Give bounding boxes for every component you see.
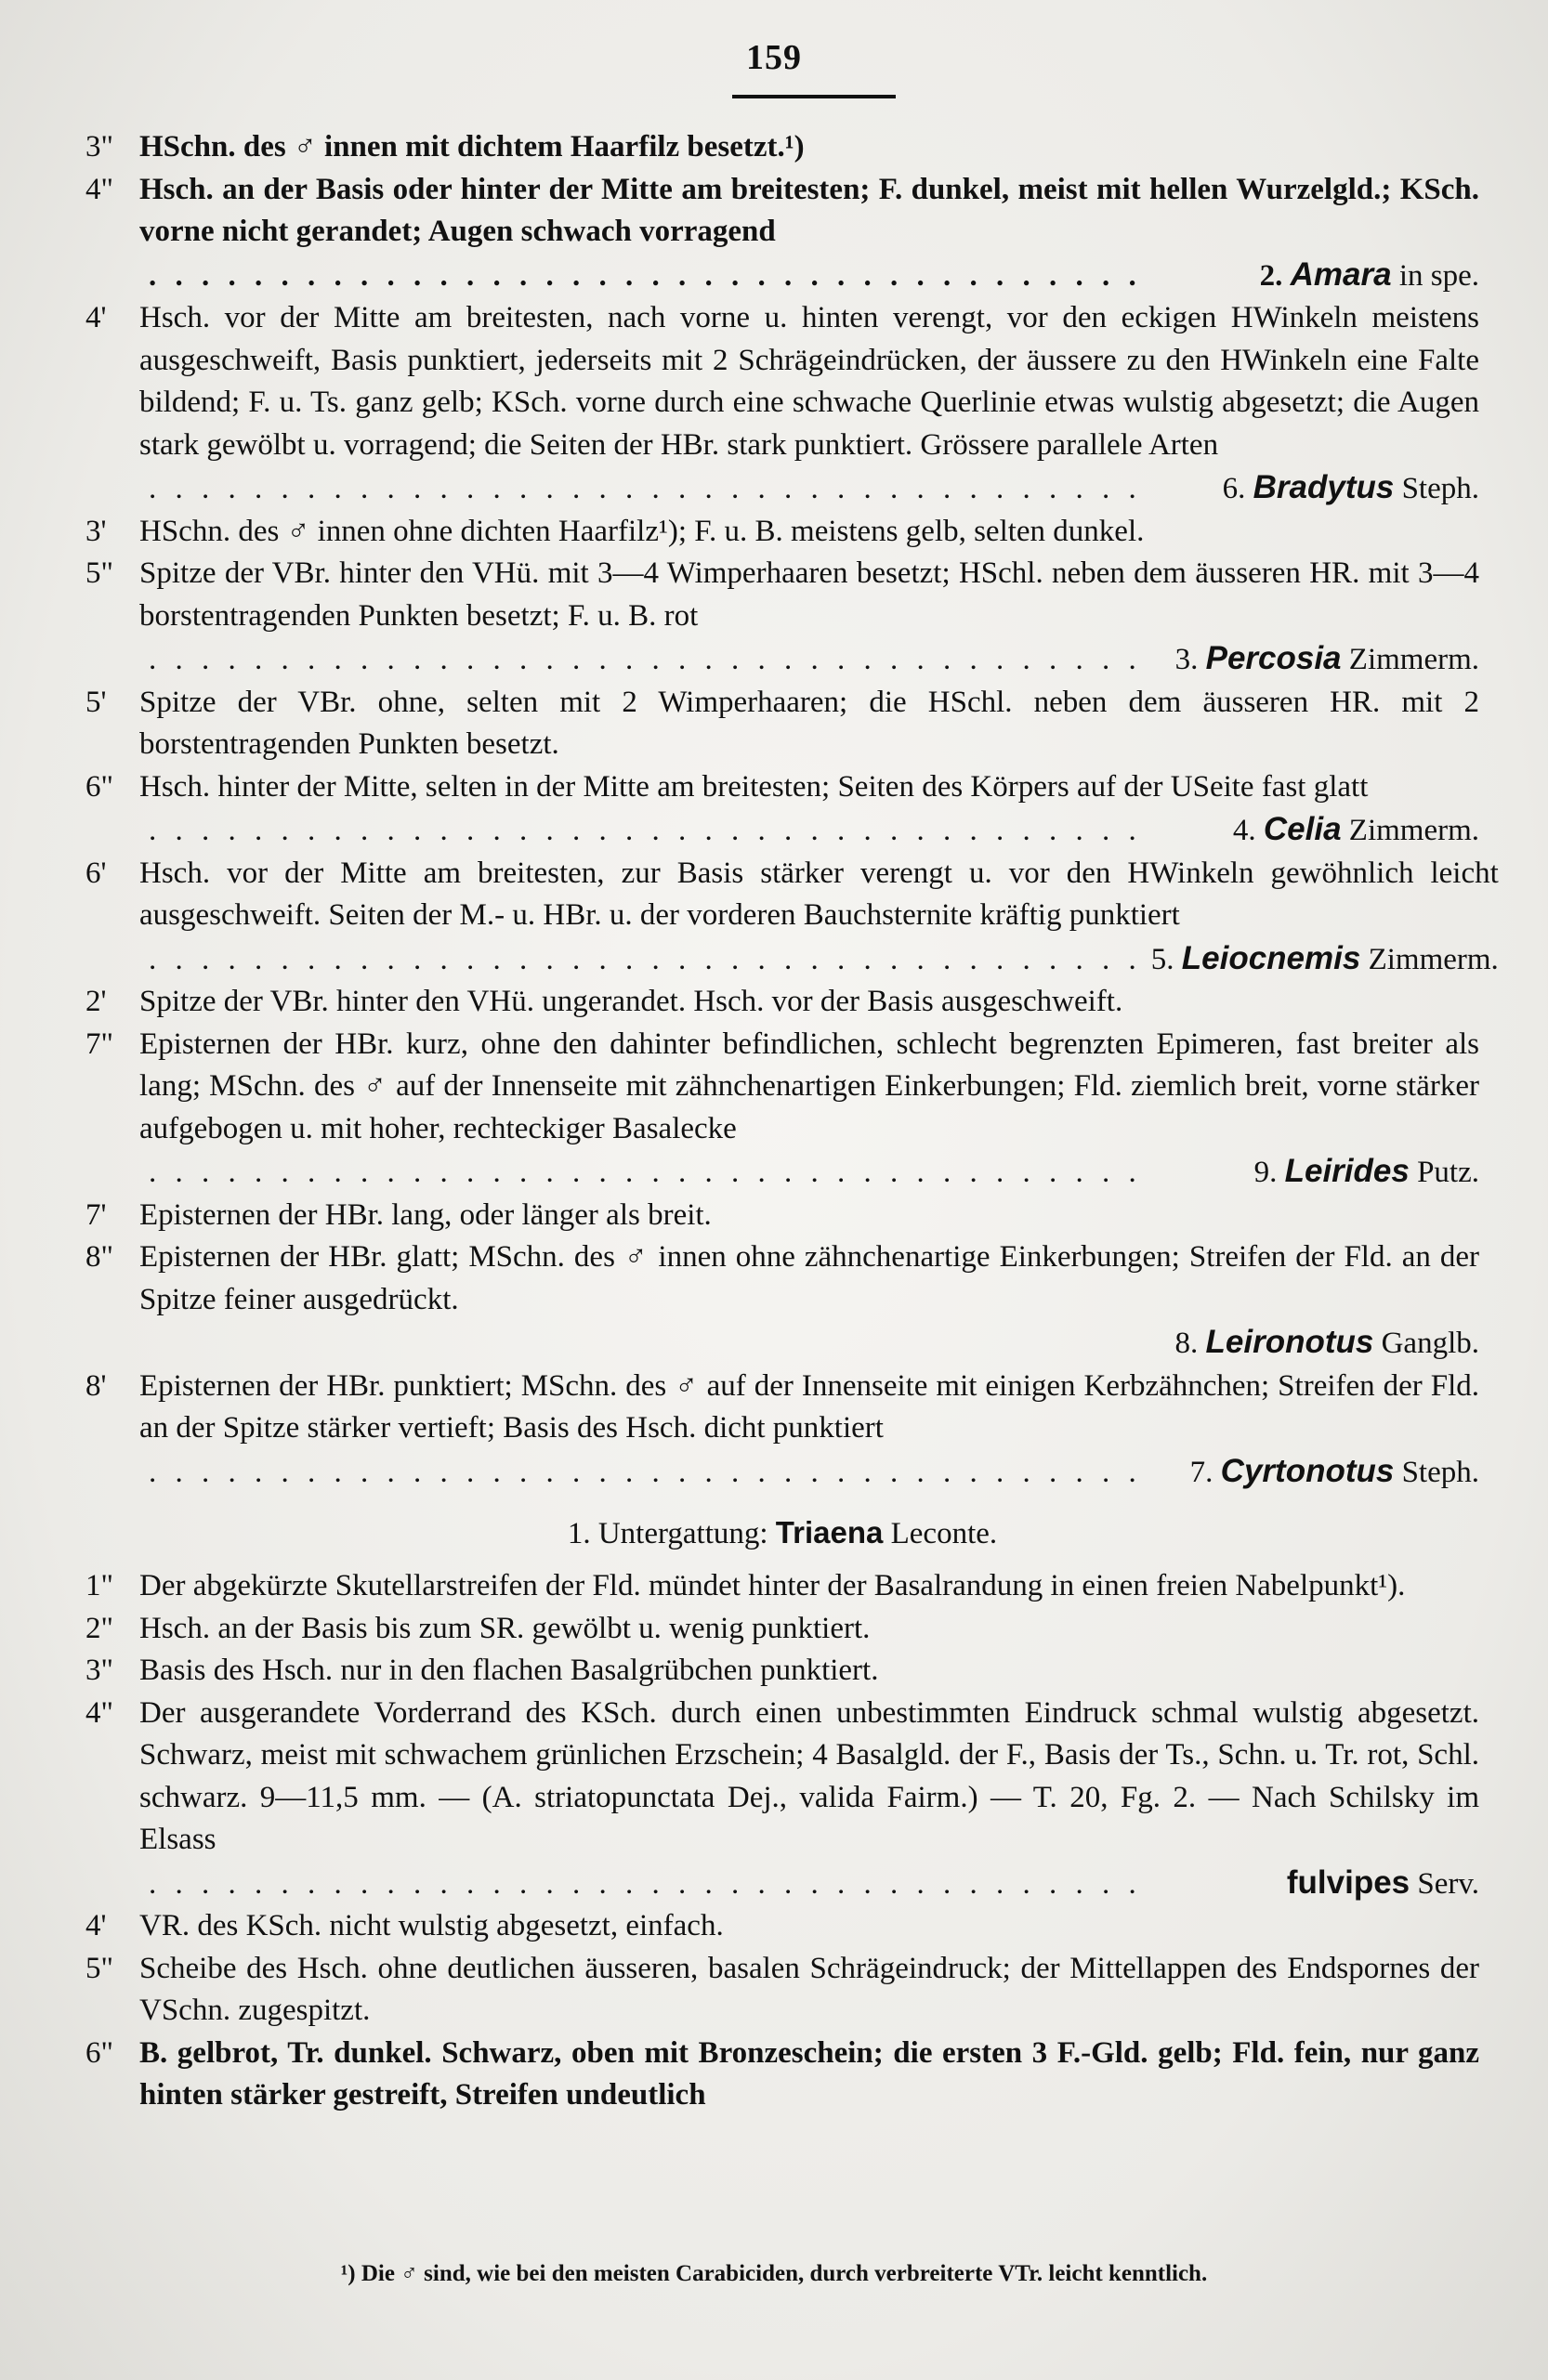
genus-name: Leiocnemis xyxy=(1181,939,1361,976)
couplet-number: 5" xyxy=(85,556,113,590)
couplet-body xyxy=(139,297,1479,511)
key-entry xyxy=(85,853,1499,982)
key-entry xyxy=(85,1650,1479,1693)
couplet-result-line xyxy=(139,637,1479,682)
key-entry xyxy=(85,1366,1479,1495)
couplet-result-line xyxy=(139,1150,1479,1195)
leader-dots: . . . . . . . . . . . . . . . . . . . . . . . . . . . . . . . . . . . . . . xyxy=(149,643,1142,676)
leader-dots: . . . . . . . . . . . . . . . . . . . . . . . . . . . . . . . . . . . . . . xyxy=(149,1866,1142,1901)
genus-name: Amara xyxy=(1290,255,1392,293)
couplet-number: 6' xyxy=(85,856,107,890)
couplet-number: 3" xyxy=(85,130,113,163)
key-entry xyxy=(85,1195,1479,1237)
key-entry xyxy=(85,1236,1479,1366)
couplet-result-line xyxy=(139,466,1479,511)
result-number: 6. xyxy=(1222,472,1246,505)
genus-name: Bradytus xyxy=(1253,469,1395,505)
couplet-result-line xyxy=(139,1321,1479,1366)
result-number: 5. xyxy=(1150,942,1174,976)
key-entry xyxy=(85,981,1479,1024)
couplet-text: HSchn. des ♂ innen mit dichtem Haarfilz besetzt.¹) xyxy=(139,130,805,163)
couplet-result-line xyxy=(139,254,1479,298)
footnote: ¹) Die ♂ sind, wie bei den meisten Carabiciden, durch verbreiterte VTr. leicht kenntlich. xyxy=(340,2261,1208,2286)
couplet-body xyxy=(139,1565,1479,1608)
couplet-body xyxy=(139,1236,1479,1366)
couplet-number: 2' xyxy=(85,985,107,1018)
genus-name: Leironotus xyxy=(1205,1324,1374,1360)
leader-dots: . . . . . . . . . . . . . . . . . . . . . . . . . . . . . . . . . . . . . . xyxy=(149,1455,1142,1489)
couplet-number: 5" xyxy=(85,1951,113,1985)
couplet-number: 4" xyxy=(85,172,113,206)
key-entry xyxy=(85,1608,1479,1651)
couplet-body xyxy=(139,981,1479,1024)
author-name: Steph. xyxy=(1401,1455,1479,1489)
key-content xyxy=(85,126,1499,2117)
leader-dots: . . . . . . . . . . . . . . . . . . . . . . . . . . . . . . . . . . . . . . xyxy=(149,814,1142,847)
key-entry xyxy=(85,1565,1479,1608)
couplet-result xyxy=(1254,1150,1479,1195)
page-number: 159 xyxy=(746,38,802,77)
leader-dots: . . . . . . . . . . . . . . . . . . . . . . . . . . . . . . . . . . . . . . xyxy=(149,1156,1142,1189)
couplet-text: Scheibe des Hsch. ohne deutlichen äusseren, basalen Schrägeindruck; der Mittellappen des Endspornes der VSchn. zugespitzt. xyxy=(139,1951,1479,2027)
author-name: Zimmerm. xyxy=(1368,942,1499,976)
couplet-number: 4' xyxy=(85,301,107,334)
key-entry xyxy=(85,1024,1479,1195)
couplet-body xyxy=(139,1608,1479,1651)
couplet-result xyxy=(1190,1450,1479,1495)
couplet-text: Hsch. an der Basis bis zum SR. gewölbt u. wenig punktiert. xyxy=(139,1611,871,1645)
couplet-body xyxy=(139,2033,1479,2117)
couplet-body xyxy=(139,1650,1479,1693)
key-entry xyxy=(85,1693,1479,1906)
couplet-text: Basis des Hsch. nur in den flachen Basalgrübchen punktiert. xyxy=(139,1654,879,1687)
result-number: 9. xyxy=(1253,1156,1278,1189)
result-number: 4. xyxy=(1232,814,1256,847)
result-number: 3. xyxy=(1174,643,1199,676)
couplet-body xyxy=(139,126,1479,169)
key-entry xyxy=(85,682,1479,766)
couplet-body xyxy=(139,766,1479,853)
couplet-result xyxy=(1260,254,1479,298)
author-name: Steph. xyxy=(1401,472,1479,505)
key-entry xyxy=(85,1905,1479,1948)
couplet-text: Episternen der HBr. punktiert; MSchn. des ♂ auf der Innenseite mit einigen Kerbzähnchen; Streifen der Fld. an der Spitze stärker vertieft; Basis des Hsch. dicht punktiert xyxy=(139,1368,1479,1445)
key-entry xyxy=(85,126,1479,169)
leader-dots: . . . . . . . . . . . . . . . . . . . . . . . . . . . . . . . . . . . . . . xyxy=(149,942,1142,976)
couplet-number: 8" xyxy=(85,1240,113,1274)
couplet-number: 1" xyxy=(85,1569,113,1602)
key-entry xyxy=(85,1948,1479,2033)
result-number: 7. xyxy=(1189,1455,1213,1489)
couplet-number: 8' xyxy=(85,1368,107,1403)
key-entries-top xyxy=(85,126,1499,1494)
couplet-number: 7" xyxy=(85,1027,113,1061)
page-number-rule xyxy=(732,95,896,98)
genus-name: Celia xyxy=(1263,811,1342,847)
couplet-result xyxy=(1151,937,1499,982)
couplet-body xyxy=(139,169,1479,298)
key-entry xyxy=(85,553,1479,682)
couplet-text: Hsch. vor der Mitte am breitesten, nach vorne u. hinten verengt, vor den eckigen HWinkeln meistens ausgeschweift, Basis punktiert, jederseits mit 2 Schrägeindrücken, der äussere zu den HWinkeln eine Falte bildend; F. u. Ts. ganz gelb; KSch. vorne durch eine schwache Querlinie etwas wulstig abgesetzt; die Augen stark gewölbt u. vorragend; die Seiten der HBr. stark punktiert. Grössere parallele Arten xyxy=(139,301,1479,462)
couplet-body xyxy=(139,1948,1479,2033)
couplet-text: Episternen der HBr. lang, oder länger als breit. xyxy=(139,1197,712,1232)
result-number: 8. xyxy=(1174,1327,1199,1360)
author-name: Putz. xyxy=(1417,1156,1479,1189)
couplet-text: B. gelbrot, Tr. dunkel. Schwarz, oben mit Bronzeschein; die ersten 3 F.-Gld. gelb; Fld. fein, nur ganz hinten stärker gestreift, Streifen undeutlich xyxy=(139,2035,1479,2112)
key-entry xyxy=(85,511,1479,554)
couplet-body xyxy=(139,682,1479,766)
couplet-body xyxy=(139,853,1499,982)
couplet-body xyxy=(139,1905,1479,1948)
couplet-number: 3' xyxy=(85,514,107,548)
leader-dots: . . . . . . . . . . . . . . . . . . . . . . . . . . . . . . . . . . . . . . xyxy=(149,258,1142,293)
author-name: Zimmerm. xyxy=(1348,814,1479,847)
couplet-number: 3" xyxy=(85,1654,113,1687)
couplet-body xyxy=(139,553,1479,682)
couplet-body xyxy=(139,1693,1479,1906)
couplet-text: VR. des KSch. nicht wulstig abgesetzt, einfach. xyxy=(139,1909,724,1942)
key-entry xyxy=(85,297,1479,511)
couplet-body xyxy=(139,1024,1479,1195)
couplet-body xyxy=(139,1195,1479,1237)
couplet-result-line xyxy=(139,1450,1479,1495)
couplet-body xyxy=(139,511,1479,554)
couplet-text: Spitze der VBr. ohne, selten mit 2 Wimperhaaren; die HSchl. neben dem äusseren HR. mit 2 borstentragenden Punkten besetzt. xyxy=(139,685,1479,761)
heading-author: Leconte. xyxy=(890,1517,998,1550)
couplet-text: Der ausgerandete Vorderrand des KSch. durch einen unbestimmten Eindruck schmal wulstig abgesetzt. Schwarz, meist mit schwachem grünlichen Erzschein; 4 Basalgld. der F., Basis der Ts., Schn. u. Tr. rot, Schl. schwarz. 9—11,5 mm. — (A. striatopunctata Dej., valida Fairm.) — T. 20, Fg. 2. — Nach Schilsky im Elsass xyxy=(139,1695,1479,1856)
couplet-result-line xyxy=(139,1862,1479,1906)
couplet-number: 5' xyxy=(85,685,107,719)
subgenus-heading xyxy=(85,1509,1479,1558)
couplet-number: 7' xyxy=(85,1197,107,1232)
genus-name: Leirides xyxy=(1284,1153,1410,1189)
key-entry xyxy=(85,766,1479,853)
couplet-number: 6" xyxy=(85,2035,113,2070)
couplet-text: Spitze der VBr. hinter den VHü. ungerandet. Hsch. vor der Basis ausgeschweift. xyxy=(139,985,1123,1018)
couplet-text: HSchn. des ♂ innen ohne dichten Haarfilz¹); F. u. B. meistens gelb, selten dunkel. xyxy=(139,514,1145,548)
couplet-result xyxy=(1233,808,1479,853)
couplet-text: Episternen der HBr. kurz, ohne den dahinter befindlichen, schlecht begrenzten Epimeren, fast breiter als lang; MSchn. des ♂ auf der Innenseite mit zähnchenartigen Einkerbungen; Fld. ziemlich breit, vorne stärker aufgebogen u. mit hoher, rechteckiger Basalecke xyxy=(139,1027,1479,1145)
couplet-number: 4" xyxy=(85,1695,113,1730)
genus-name: Percosia xyxy=(1205,640,1342,676)
couplet-number: 4' xyxy=(85,1909,107,1942)
genus-name: Cyrtonotus xyxy=(1220,1452,1395,1489)
heading-prefix: 1. Untergattung: xyxy=(567,1517,768,1550)
result-number: 2. xyxy=(1259,258,1283,293)
couplet-number: 2" xyxy=(85,1611,113,1645)
couplet-text: Der abgekürzte Skutellarstreifen der Fld. mündet hinter der Basalrandung in einen freien Nabelpunkt¹). xyxy=(139,1569,1406,1602)
couplet-result xyxy=(1175,637,1479,682)
leader-dots: . . . . . . . . . . . . . . . . . . . . . . . . . . . . . . . . . . . . . . xyxy=(149,472,1142,505)
couplet-number: 6" xyxy=(85,769,113,804)
couplet-result-line xyxy=(139,937,1499,982)
key-entry xyxy=(85,2033,1479,2117)
key-entries-bottom xyxy=(85,1565,1479,2117)
couplet-body xyxy=(139,1366,1479,1495)
couplet-text: Episternen der HBr. glatt; MSchn. des ♂ innen ohne zähnchenartige Einkerbungen; Streifen der Fld. an der Spitze feiner ausgedrückt. xyxy=(139,1240,1479,1316)
couplet-text: Hsch. vor der Mitte am breitesten, zur Basis stärker verengt u. vor den HWinkeln gewöhnlich leicht ausgeschweift. Seiten der M.- u. HBr. u. der vorderen Bauchsternite kräftig punktiert xyxy=(139,856,1499,932)
species-name: fulvipes xyxy=(1286,1863,1410,1901)
couplet-text: Spitze der VBr. hinter den VHü. mit 3—4 Wimperhaaren besetzt; HSchl. neben dem äusseren HR. mit 3—4 borstentragenden Punkten besetzt; F. u. B. rot xyxy=(139,556,1479,633)
heading-name: Triaena xyxy=(775,1515,884,1550)
author-name: Ganglb. xyxy=(1381,1327,1479,1360)
couplet-result xyxy=(1287,1862,1479,1906)
key-entry xyxy=(85,169,1479,298)
couplet-text: Hsch. hinter der Mitte, selten in der Mitte am breitesten; Seiten des Körpers auf der USeite fast glatt xyxy=(139,769,1369,804)
couplet-result-line xyxy=(139,808,1479,853)
couplet-text: Hsch. an der Basis oder hinter der Mitte am breitesten; F. dunkel, meist mit hellen Wurzelgld.; KSch. vorne nicht gerandet; Augen schwach vorragend xyxy=(139,172,1479,248)
author-name: Serv. xyxy=(1417,1866,1479,1901)
author-name: Zimmerm. xyxy=(1348,643,1479,676)
couplet-result xyxy=(1223,466,1479,511)
author-name: in spe. xyxy=(1398,258,1479,293)
